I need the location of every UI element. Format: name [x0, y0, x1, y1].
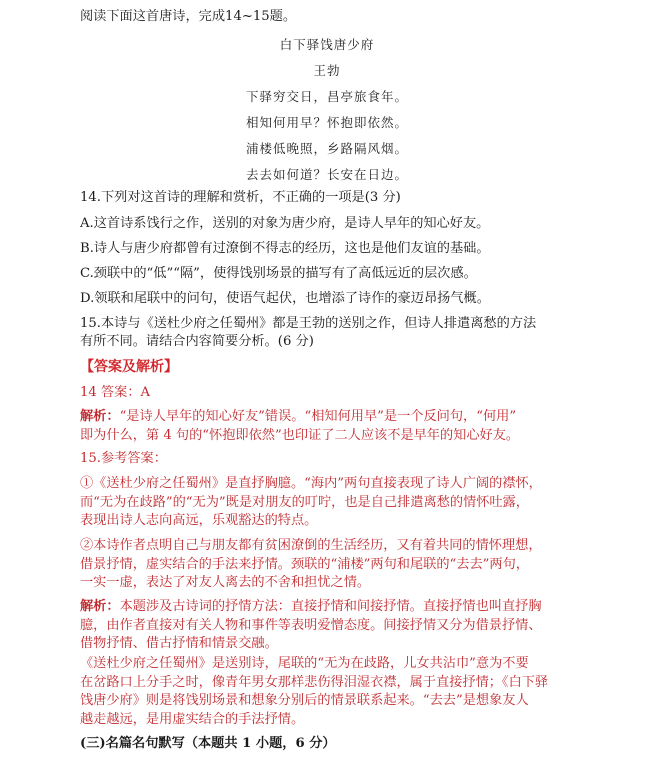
q14-option-b: B.诗人与唐少府都曾有过潦倒不得志的经历，这也是他们友谊的基础。: [80, 241, 490, 256]
analysis-15: [80, 598, 550, 654]
section-3-heading: (三)名篇名句默写（本题共 1 小题，6 分）: [80, 736, 336, 751]
poem-title: 白下驿饯唐少府: [279, 37, 375, 52]
q14-option-d: D.领联和尾联中的问句，使语气起伏，也增添了诗作的豪迈昂扬气概。: [80, 291, 490, 306]
text-line: 越走越远，是用虚实结合的手法抒情。: [80, 711, 305, 727]
text-line: 而“无为在歧路”的“无为”既是对朋友的叮咛，也是自己排遣离愁的情怀吐露，: [80, 494, 529, 510]
text-line: ②本诗作者点明自己与朋友都有贫困潦倒的生活经历，又有着共同的情怀理想，: [80, 538, 542, 553]
poem-line: 相知何用早？怀抱即依然。: [245, 115, 408, 130]
text-line: ①《送杜少府之任蜀州》是直抒胸臆。“海内”两句直接表现了诗人广阔的襟怀，: [80, 476, 542, 491]
text-line: 借景抒情，虚实结合的手法来抒情。颈联的“浦楼”两句和尾联的“去去”两句，: [80, 556, 529, 572]
analysis-text: 即为什么，第 4 句的“怀抱即依然”也印证了二人应该不是早年的知心好友。: [80, 427, 520, 443]
q14-option-c: C.颈联中的“低”“隔”，使得饯别场景的描写有了高低远近的层次感。: [80, 266, 477, 281]
text-line: 表现出诗人志向高远，乐观豁达的特点。: [80, 513, 318, 528]
answer-14: 14 答案：A: [80, 385, 151, 400]
poem-line: 浦楼低晚照，乡路隔风烟。: [245, 141, 408, 156]
analysis-text: “是诗人早年的知心好友”错误。“相知何用早”是一个反问句，“何用”: [119, 409, 517, 424]
text-line: 本题涉及古诗词的抒情方法：直接抒情和间接抒情。直接抒情也叫直抒胸: [119, 599, 542, 614]
answer-heading: 【答案及解析】: [80, 359, 178, 375]
poem-author: 王勃: [313, 63, 341, 78]
q15-stem: 15.本诗与《送杜少府之任蜀州》都是王勃的送别之作，但诗人排遣离愁的方法: [80, 316, 537, 331]
q15-stem: 有所不同。请结合内容简要分析。(6 分): [80, 334, 314, 349]
intro-text: 阅读下面这首唐诗，完成14~15题。: [80, 9, 297, 24]
answer-15-point-1: [80, 475, 550, 531]
poem-line: 去去如何道？长安在日边。: [245, 167, 408, 182]
analysis-15-extra: [80, 655, 550, 729]
analysis-label: 解析：: [80, 409, 120, 424]
text-line: 借物抒情、借古抒情和情景交融。: [80, 636, 278, 651]
text-line: 《送杜少府之任蜀州》是送别诗，尾联的“无为在歧路，儿女共沾巾”意为不要: [80, 656, 529, 671]
q14-stem: 14.下列对这首诗的理解和赏析，不正确的一项是(3 分): [80, 190, 401, 205]
text-line: 饯唐少府》则是将饯别场景和想象分别后的情景联系起来。“去去”是想象友人: [80, 693, 529, 708]
analysis-14: [80, 408, 550, 445]
answer-15-point-2: [80, 537, 550, 593]
text-line: 一实一虚，表达了对友人离去的不舍和担忧之情。: [80, 575, 371, 590]
analysis-label: 解析：: [80, 599, 120, 614]
poem-line: 下驿穷交日，昌亭旅食年。: [245, 89, 408, 104]
text-line: 在岔路口上分手之时，像青年男女那样悲伤得泪湿衣襟，属于直接抒情；《白下驿: [80, 674, 549, 690]
q14-option-a: A.这首诗系饯行之作，送别的对象为唐少府，是诗人早年的知心好友。: [80, 216, 490, 231]
text-line: 臆，由作者直接对有关人物和事件等表明爱憎态度。间接抒情又分为借景抒情、: [80, 617, 542, 633]
answer-15-title: 15.参考答案：: [80, 451, 167, 466]
